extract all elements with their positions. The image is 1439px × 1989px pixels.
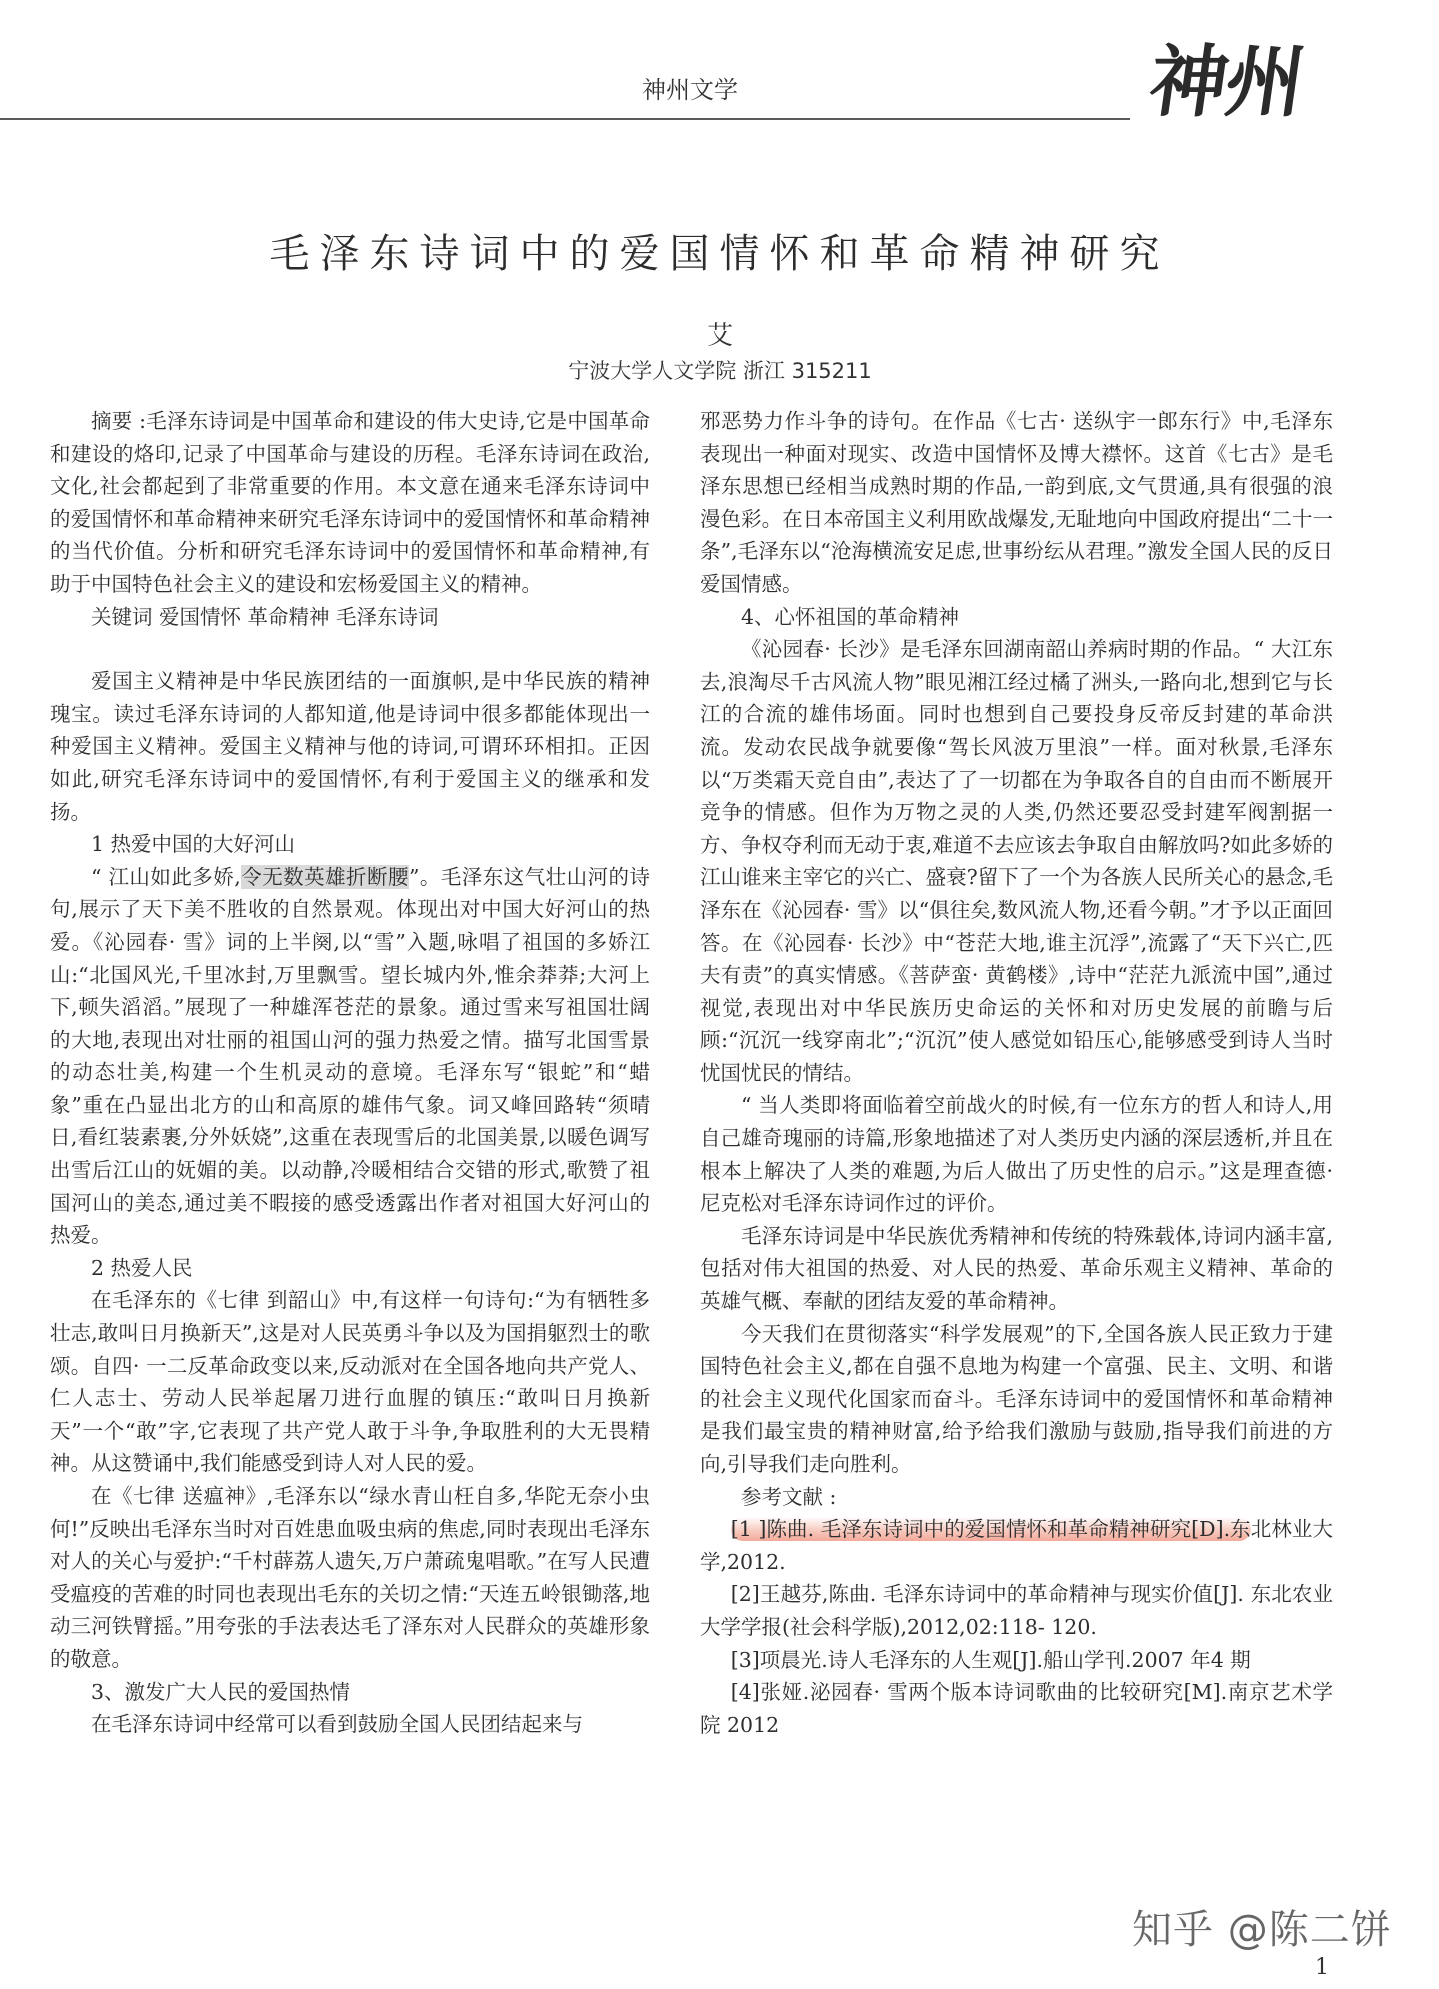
reference-1-highlighted: [1 ]陈曲. 毛泽东诗词中的爱国情怀和革命精神研究[D].东	[730, 1517, 1251, 1542]
paragraph-rivers-start: “ 江山如此多娇,	[91, 864, 241, 889]
paragraph-revolution: 《沁园春· 长沙》是毛泽东回湖南韶山养病时期的作品。“ 大江东去,浪淘尽千古风流人物”眼见湘江经过橘了洲头,一路向北,想到它与长江的合流的雄伟场面。同时也想到自己要投身反帝反封建的革命洪流。发动农民战争就要像“驾长风波万里浪”一样。面对秋景,毛泽东以“万类霜天竞自由”,表达了了一切都在为争取各自的自由而不断展开竞争的情感。但作为万物之灵的人类,仍然还要忍受封建军阀割据一方、争权夺利而无动于衷,难道不去应该去争取自由解放吗?如此多娇的江山谁来主宰它的兴亡、盛衰?留下了一个为各族人民所关心的悬念,毛泽东在《沁园春· 雪》以“俱往矣,数风流人物,还看今朝。”才予以正面回答。在《沁园春· 长沙》中“苍茫大地,谁主沉浮”,流露了“天下兴亡,匹夫有责”的真实情感。《菩萨蛮· 黄鹤楼》,诗中“茫茫九派流中国”,通过视觉,表现出对中华民族历史命运的关怀和对历史发展的前瞻与后顾:“沉沉一线穿南北”;“沉沉”使人感觉如铅压心,能够感受到诗人当时忧国忧民的情结。	[700, 637, 1333, 1085]
highlighted-quote: 令无数英雄折断腰	[240, 864, 409, 889]
paragraph-people-2: 在《七律 送瘟神》,毛泽东以“绿水青山枉自多,华陀无奈小虫何!”反映出毛泽东当时对百姓患血吸虫病的焦虑,同时表现出毛泽东对人的关心与爱护:“千村薜荔人遗矢,万户萧疏鬼唱歌。”在写人民遭受瘟疫的苦难的时同也表现出毛东的关切之情:“天连五岭银锄落,地动三河铁臂摇。”用夸张的手法表达毛了泽东对人民群众的英雄形象的敬意。	[50, 1484, 650, 1671]
reference-3: [3]项晨光.诗人毛泽东的人生观[J].船山学刊.2007 年4 期	[730, 1647, 1251, 1672]
section-heading-4: 4、心怀祖国的革命精神	[741, 604, 960, 629]
intro-paragraph: 爱国主义精神是中华民族团结的一面旗帜,是中华民族的精神瑰宝。读过毛泽东诗词的人都知道,他是诗词中很多都能体现出一种爱国主义精神。爱国主义精神与他的诗词,可谓环环相扣。正因如此,研究毛泽东诗词中的爱国情怀,有利于爱国主义的继承和发扬。	[50, 669, 650, 824]
section-heading-1: 1 热爱中国的大好河山	[91, 832, 296, 857]
reference-1-rest: 北林业大学,2012.	[700, 1517, 1334, 1574]
section-heading-3: 3、激发广大人民的爱国热情	[91, 1679, 351, 1704]
journal-name: 神州文学	[642, 76, 738, 104]
paragraph-people-1: 在毛泽东的《七律 到韶山》中,有这样一句诗句:“为有牺牲多壮志,敢叫日月换新天”,这是对人民英勇斗争以及为国捐躯烈士的歌颂。自四· 一二反革命政变以来,反动派对在全国各地向共产党人、仁人志士、劳动人民举起屠刀进行血腥的镇压:“敢叫日月换新天”一个“敢”字,它表现了共产党人敢于斗争,争取胜利的大无畏精神。从这赞诵中,我们能感受到诗人对人民的爱。	[50, 1288, 650, 1476]
page-number: 1	[1315, 1955, 1329, 1980]
keywords: 关键词 爱国情怀 革命精神 毛泽东诗词	[91, 604, 439, 629]
left-column	[50, 405, 650, 1741]
paragraph-patriotism-cont: 邪恶势力作斗争的诗句。在作品《七古· 送纵宇一郎东行》中,毛泽东表现出一种面对现实、改造中国情怀及博大襟怀。这首《七古》是毛泽东思想已经相当成熟时期的作品,一韵到底,文气贯通,具有很强的浪漫色彩。在日本帝国主义利用欧战爆发,无耻地向中国政府提出“二十一条”,毛泽东以“沧海横流安足虑,世事纷纭从君理。”激发全国人民的反日爱国情感。	[700, 409, 1333, 596]
references-heading: 参考文献 :	[741, 1484, 837, 1509]
article-title: 毛泽东诗词中的爱国情怀和革命精神研究	[269, 231, 1170, 277]
zhihu-watermark: 知乎 @陈二饼	[1132, 1907, 1392, 1953]
right-column	[700, 405, 1333, 1741]
reference-2: [2]王越芬,陈曲. 毛泽东诗词中的革命精神与现实价值[J]. 东北农业大学学报(社会科学版),2012,02:118- 120.	[700, 1582, 1333, 1639]
paragraph-rivers-rest: ”。毛泽东这气壮山河的诗句,展示了天下美不胜收的自然景观。体现出对中国大好河山的热爱。《沁园春· 雪》词的上半阕,以“雪”入题,咏唱了祖国的多娇江山:“北国风光,千里冰封,万里飘雪。望长城内外,惟余莽莽;大河上下,顿失滔滔。”展现了一种雄浑苍茫的景象。通过雪来写祖国壮阔的大地,表现出对壮丽的祖国山河的强力热爱之情。描写北国雪景的动态壮美,构建一个生机灵动的意境。毛泽东写“银蛇”和“蜡象”重在凸显出北方的山和高原的雄伟气象。词又峰回路转“须晴日,看红装素裹,分外妖娆”,这重在表现雪后的北国美景,以暖色调写出雪后江山的妩媚的美。以动静,冷暖相结合交错的形式,歌赞了祖国河山的美态,通过美不暇接的感受透露出作者对祖国大好河山的热爱。	[50, 864, 651, 1248]
abstract: 摘要 :毛泽东诗词是中国革命和建设的伟大史诗,它是中国革命和建设的烙印,记录了中国革命与建设的历程。毛泽东诗词在政治,文化,社会都起到了非常重要的作用。本文意在通来毛泽东诗词中的爱国情怀和革命精神来研究毛泽东诗词中的爱国情怀和革命精神的当代价值。分析和研究毛泽东诗词中的爱国情怀和革命精神,有助于中国特色社会主义的建设和宏杨爱国主义的精神。	[50, 409, 650, 596]
paragraph-nixon-quote: “ 当人类即将面临着空前战火的时候,有一位东方的哲人和诗人,用自己雄奇瑰丽的诗篇,形象地描述了对人类历史内涵的深层透析,并且在根本上解决了人类的难题,为后人做出了历史性的启示。”这是理查德· 尼克松对毛泽东诗词作过的评价。	[700, 1093, 1333, 1216]
paragraph-rivers	[50, 861, 650, 1252]
paragraph-patriotism-start: 在毛泽东诗词中经常可以看到鼓励全国人民团结起来与	[91, 1712, 583, 1737]
spacer	[50, 633, 650, 665]
reference-1	[700, 1513, 1333, 1578]
reference-4: [4]张娅.泌园春· 雪两个版本诗词歌曲的比较研究[M].南京艺术学院 2012	[700, 1680, 1333, 1737]
header-rule	[0, 118, 1130, 120]
article-affiliation: 宁波大学人文学院 浙江 315211	[568, 359, 872, 383]
paragraph-conclusion-1: 毛泽东诗词是中华民族优秀精神和传统的特殊载体,诗词内涵丰富,包括对伟大祖国的热爱、对人民的热爱、革命乐观主义精神、革命的英雄气概、奉献的团结友爱的革命精神。	[700, 1223, 1333, 1314]
journal-logo: 神州	[1143, 37, 1309, 128]
section-heading-2: 2 热爱人民	[91, 1255, 193, 1280]
article-author: 艾	[706, 321, 733, 351]
paragraph-conclusion-2: 今天我们在贯彻落实“科学发展观”的下,全国各族人民正致力于建国特色社会主义,都在自强不息地为构建一个富强、民主、文明、和谐的社会主义现代化国家而奋斗。毛泽东诗词中的爱国情怀和革命精神是我们最宝贵的精神财富,给予给我们激励与鼓励,指导我们前进的方向,引导我们走向胜利。	[700, 1321, 1333, 1476]
